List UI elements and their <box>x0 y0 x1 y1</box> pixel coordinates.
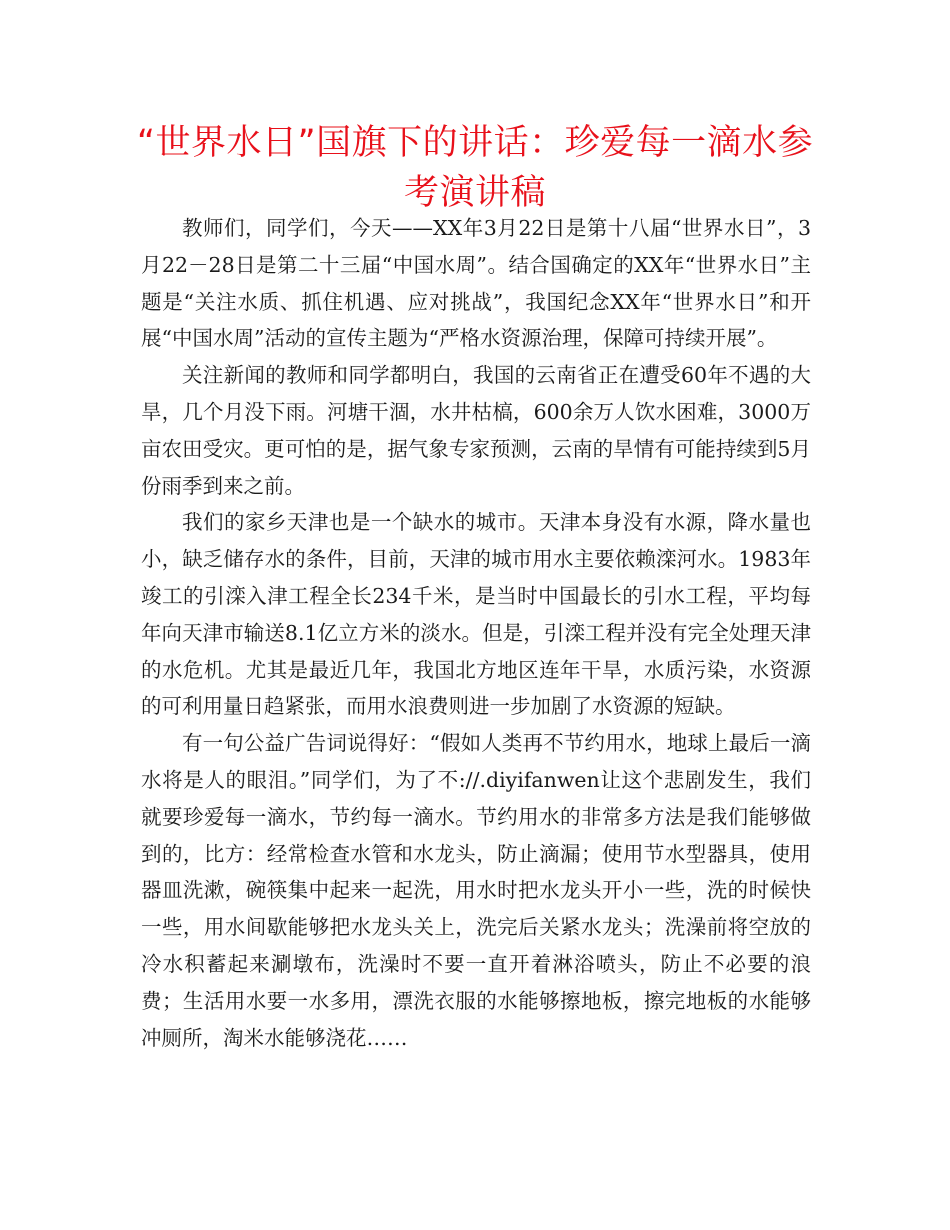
paragraph: 我们的家乡天津也是一个缺水的城市。天津本身没有水源，降水量也小，缺乏储存水的条件，目前，天津的城市用水主要依赖滦河水。1983年竣工的引滦入津工程全长234千米，是当时中国最长的引水工程，平均每年向天津市输送8.1亿立方米的淡水。但是，引滦工程并没有完全处理天津的水危机。尤其是最近几年，我国北方地区连年干旱，水质污染，水资源的可利用量日趋紧张，而用水浪费则进一步加剧了水资源的短缺。 <box>141 510 811 719</box>
paragraph: 教师们，同学们，今天——XX年3月22日是第十八届“世界水日”，3月22－28日是第二十三届“中国水周”。结合国确定的XX年“世界水日”主题是“关注水质、抓住机遇、应对挑战”，我国纪念XX年“世界水日”和开展“中国水周”活动的宣传主题为“严格水资源治理，保障可持续开展”。 <box>141 216 811 351</box>
paragraph: 有一句公益广告词说得好：“假如人类再不节约用水，地球上最后一滴水将是人的眼泪。”同学们，为了不:/​/.diyifanwen让这个悲剧发生，我们就要珍爱每一滴水，节约每一滴水。节约用水的非常多方法是我们能够做到的，比方：经常检查水管和水龙头，防止滴漏；使用节水型器具，使用器皿洗漱，碗筷集中起来一起洗，用水时把水龙头开小一些，洗的时候快一些，用水间歇能够把水龙头关上，洗完后关紧水龙头；洗澡前将空放的冷水积蓄起来涮墩布，洗澡时不要一直开着淋浴喷头，防止不必要的浪费；生活用水要一水多用，漂洗衣服的水能够擦地板，擦完地板的水能够冲厕所，淘米水能够浇花…… <box>141 731 811 1050</box>
document-body <box>141 210 811 1056</box>
paragraph: 关注新闻的教师和同学都明白，我国的云南省正在遭受60年不遇的大旱，几个月没下雨。河塘干涸，水井枯槁，600余万人饮水困难，3000万亩农田受灾。更可怕的是，据气象专家预测，云南的旱情有可能持续到5月份雨季到来之前。 <box>141 363 811 498</box>
document-title: “世界水日”国旗下的讲话：珍爱每一滴水参考演讲稿 <box>136 123 814 213</box>
